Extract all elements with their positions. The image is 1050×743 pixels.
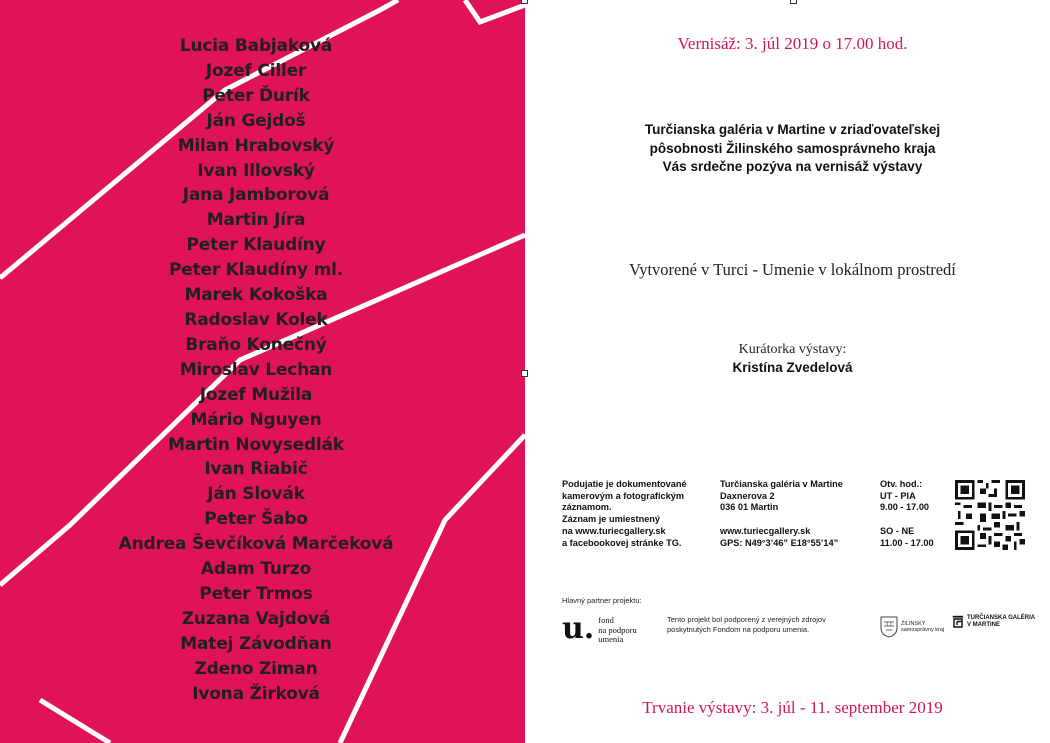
fond-logo-line: umenia	[598, 634, 624, 644]
resize-handle[interactable]	[521, 0, 528, 4]
hours-weekdays-time: 9.00 - 17.00	[880, 502, 930, 513]
artist-name: Ivan Illovský	[197, 160, 315, 181]
tg-logo-line: V MARTINE	[967, 621, 1000, 628]
resize-handle[interactable]	[521, 370, 528, 377]
gps-coordinates: GPS: N49°3’46” E18°55’14”	[720, 537, 839, 548]
notice-line: kamerovým a fotografickým	[562, 490, 685, 501]
notice-line: a facebookovej stránke TG.	[562, 537, 682, 548]
artist-name: Martin Novysedlák	[168, 434, 344, 455]
artist-name: Matej Závodňan	[180, 633, 332, 654]
artist-name: Ján Gejdoš	[206, 110, 306, 131]
curator-name: Kristína Zvedelová	[732, 360, 853, 375]
notice-line: Podujatie je dokumentované	[562, 479, 687, 489]
artist-name: Peter Šabo	[204, 509, 308, 530]
artist-name: Adam Turzo	[200, 559, 312, 580]
fond-logo-line: fond	[598, 615, 614, 625]
hours-label: Otv. hod.:	[880, 479, 923, 489]
coat-of-arms-icon	[880, 616, 898, 638]
exhibition-title: Vytvorené v Turci - Umenie v lokálnom prostredí	[629, 260, 956, 279]
recording-notice	[562, 479, 687, 549]
gallery-mark-icon	[952, 615, 964, 628]
artist-name: Radoslav Kolek	[184, 309, 328, 330]
fond-na-podporu-umenia-logo	[562, 611, 637, 646]
partner-label: Hlavný partner projektu:	[562, 596, 642, 605]
artist-name: Andrea Ševčíková Marčeková	[118, 534, 394, 555]
invitation-text	[525, 121, 1050, 177]
artist-list	[0, 34, 512, 706]
artist-name: Mário Nguyen	[190, 409, 322, 430]
invitation-line: pôsobnosti Žilinského samosprávneho kraja	[649, 140, 936, 156]
hours-weekend: SO - NE	[880, 525, 915, 536]
artist-name: Peter Ďurík	[202, 85, 310, 106]
address-city: 036 01 Martin	[720, 502, 779, 513]
hours-weekend-time: 11.00 - 17.00	[880, 537, 934, 548]
zilinsky-kraj-logo	[880, 616, 944, 638]
artist-name: Ivan Riabič	[204, 459, 308, 480]
vernissage-date: Vernisáž: 3. júl 2019 o 17.00 hod.	[677, 34, 908, 53]
notice-line: Záznam je umiestnený	[562, 514, 661, 525]
invitation-line: Turčianska galéria v Martine v zriaďovateľskej	[644, 122, 941, 137]
artist-name: Zdeno Ziman	[194, 658, 318, 679]
hours-weekdays: UT - PIA	[880, 490, 916, 501]
artist-name: Ivona Žirková	[192, 683, 320, 704]
artist-name: Milan Hrabovský	[177, 135, 335, 156]
artist-name: Marek Kokoška	[184, 285, 328, 306]
fond-logo-line: na podporu	[598, 624, 637, 635]
exhibition-duration: Trvanie výstavy: 3. júl - 11. september 2019	[642, 698, 943, 717]
artist-name: Jana Jamborová	[182, 185, 330, 206]
artist-name: Lucia Babjaková	[179, 36, 333, 56]
artist-name: Jozef Mužila	[199, 384, 313, 405]
artist-name: Jozef Ciller	[205, 60, 307, 81]
tg-logo-line: TURČIANSKA GALÉRIA	[967, 615, 1036, 621]
artist-name: Peter Trmos	[199, 583, 313, 604]
artist-name: Martin Jíra	[206, 210, 306, 231]
invitation-panel	[525, 0, 1050, 743]
artist-name: Peter Klaudíny ml.	[168, 260, 344, 281]
curator-label: Kurátorka výstavy:	[738, 342, 847, 357]
resize-handle[interactable]	[790, 0, 797, 4]
turcianska-galeria-logo	[952, 615, 1035, 628]
support-statement: Tento projekt bol podporený z verejných zdrojov poskytnutých Fondom na podporu umenia.	[667, 615, 826, 634]
fond-logo-letter: u.	[562, 611, 595, 646]
gallery-address	[720, 479, 843, 549]
artist-name: Braňo Konečný	[185, 334, 327, 355]
zk-logo-line: ŽILINSKÝ	[901, 621, 926, 627]
notice-line: záznamom.	[562, 502, 612, 513]
artist-name: Miroslav Lechan	[179, 359, 333, 380]
website-link[interactable]: www.turiecgallery.sk	[720, 525, 811, 536]
artist-name: Ján Slovák	[207, 484, 305, 505]
invitation-line: Vás srdečne pozýva na vernisáž výstavy	[662, 159, 923, 174]
address-street: Daxnerova 2	[720, 490, 775, 501]
artist-name: Zuzana Vajdová	[181, 608, 331, 629]
qr-code-icon[interactable]	[955, 480, 1025, 550]
artist-name: Peter Klaudíny	[186, 235, 326, 256]
zk-logo-line: samosprávny kraj	[901, 627, 945, 633]
address-name: Turčianska galéria v Martine	[720, 479, 843, 489]
opening-hours	[880, 479, 934, 549]
notice-line: na www.turiecgallery.sk	[562, 525, 666, 536]
